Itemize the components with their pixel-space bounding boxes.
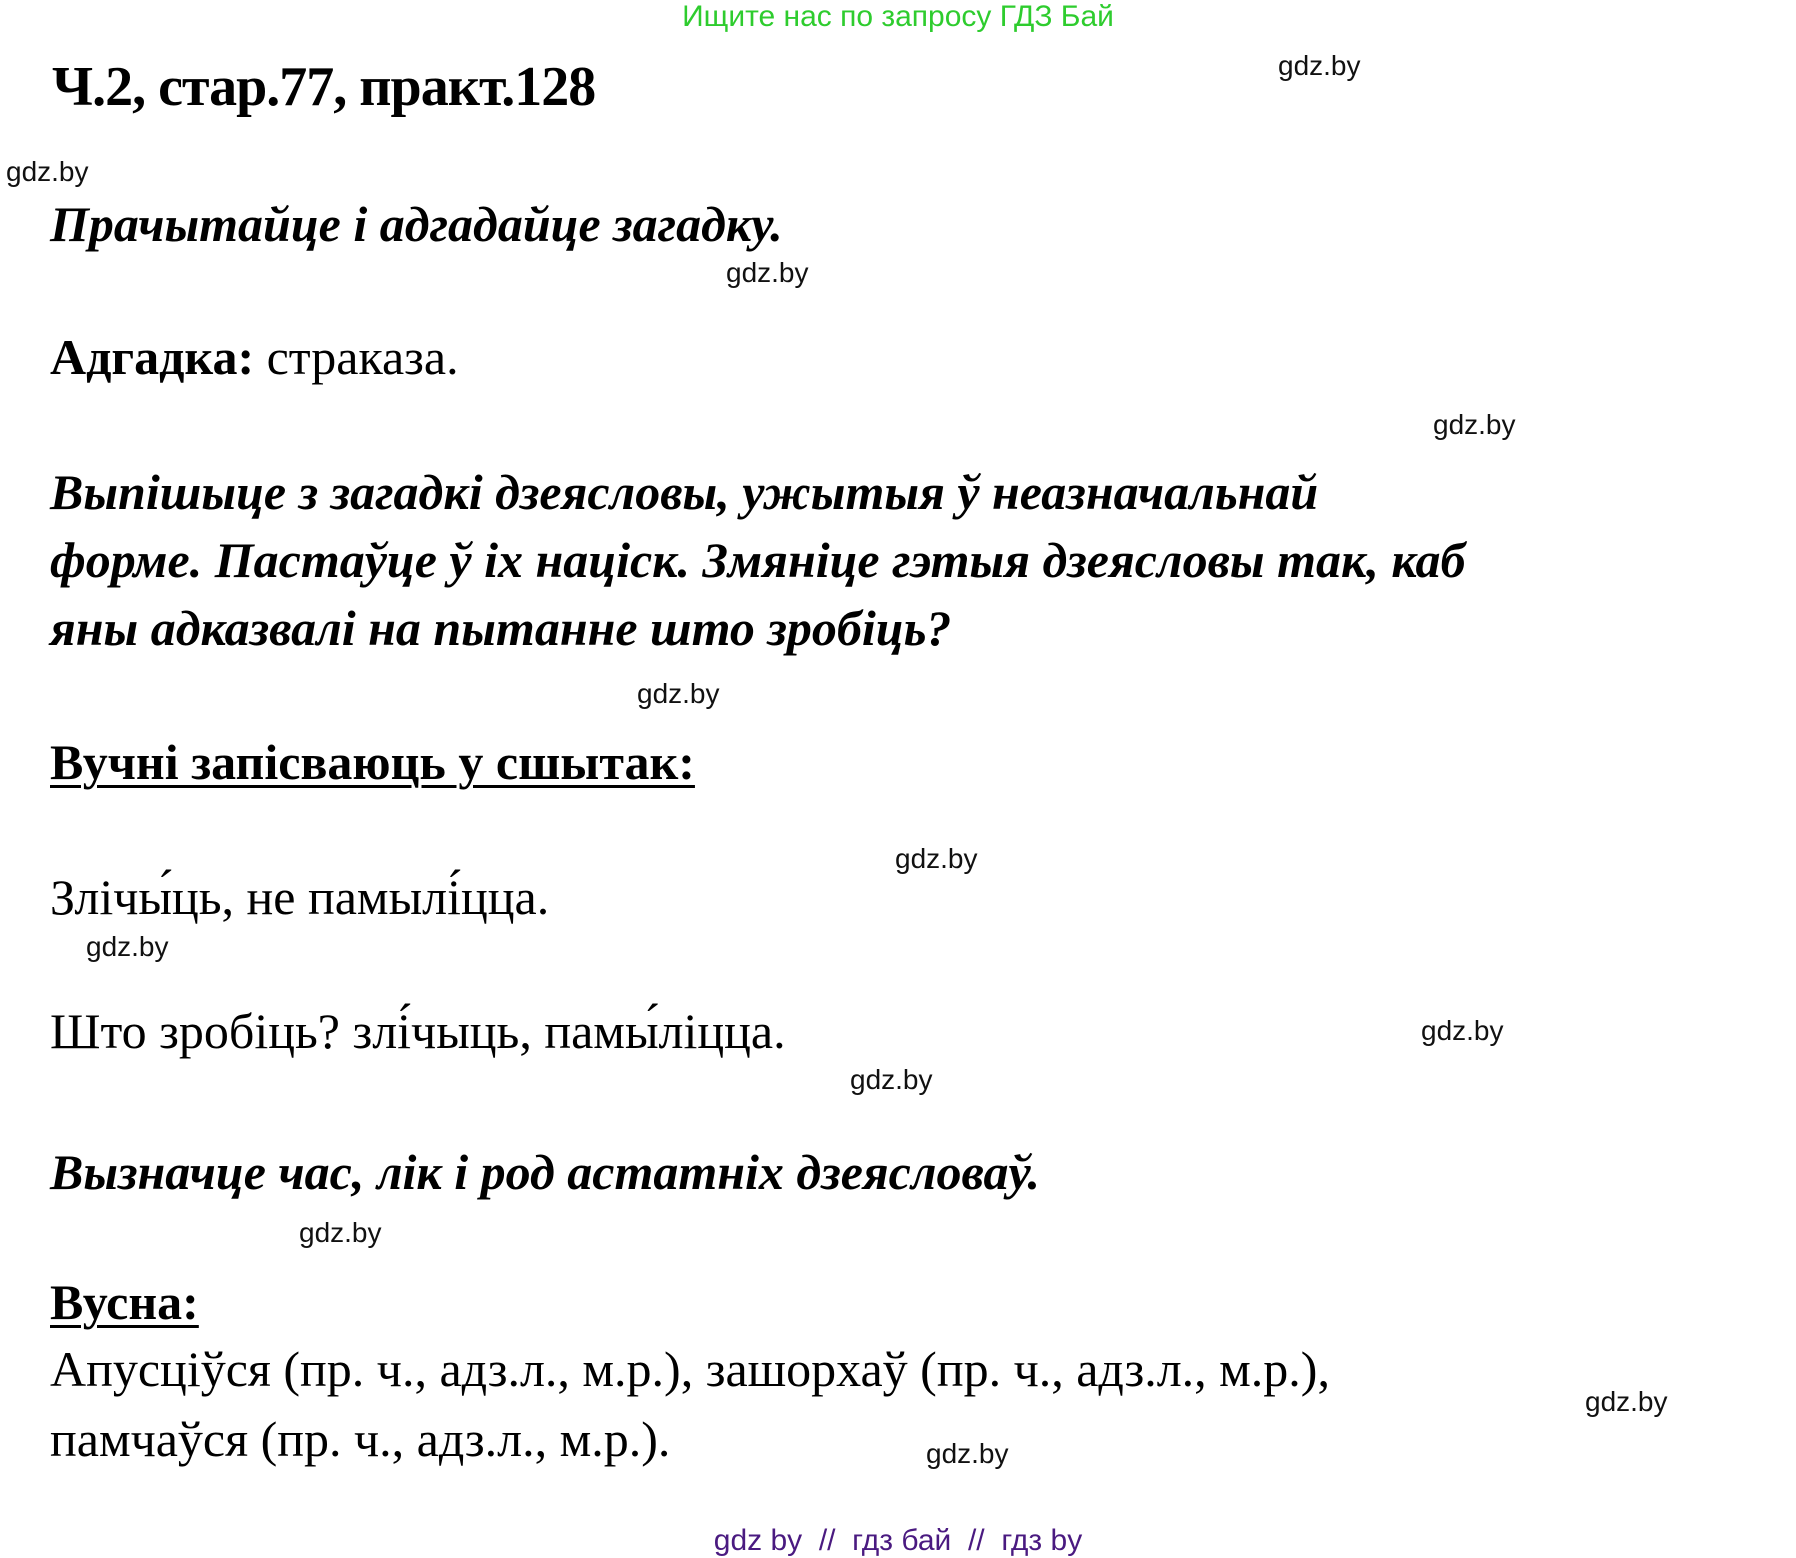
watermark: gdz.by	[1433, 409, 1516, 440]
watermark: gdz.by	[637, 678, 720, 709]
watermark: gdz.by	[895, 843, 978, 874]
answer-value: страказа.	[254, 329, 459, 385]
watermark: gdz.by	[299, 1217, 382, 1248]
footer-links: gdz by // гдз бай // гдз by	[713, 1524, 1083, 1557]
task-instruction-2-line-3: яны адказвалі на пытанне што зробіць?	[50, 600, 952, 656]
task-instruction-3: Вызначце час, лік і род астатніх дзеясловаў.	[50, 1144, 1041, 1200]
watermark: gdz.by	[926, 1438, 1009, 1469]
oral-line-1: Апусціўся (пр. ч., адз.л., м.р.), зашорхаў (пр. ч., адз.л., м.р.),	[50, 1341, 1330, 1397]
answer-label: Адгадка:	[50, 329, 255, 385]
answer-line-2: Што зробіць? злі́чыць, памы́ліцца.	[50, 1003, 786, 1059]
watermark: gdz.by	[6, 156, 89, 187]
watermark: gdz.by	[726, 257, 809, 288]
oral-heading: Вусна:	[50, 1274, 199, 1330]
search-banner: Ищите нас по запросу ГДЗ Бай	[682, 0, 1114, 33]
task-instruction-2-line-2: форме. Пастаўце ў іх націск. Змяніце гэтыя дзеясловы так, каб	[50, 532, 1466, 588]
oral-line-2: памчаўся (пр. ч., адз.л., м.р.).	[50, 1411, 671, 1467]
watermark: gdz.by	[1278, 50, 1361, 81]
watermark: gdz.by	[86, 931, 169, 962]
watermark: gdz.by	[1421, 1015, 1504, 1046]
answer-line-1: Злічы́ць, не памылі́цца.	[50, 869, 550, 925]
task-instruction-1: Прачытайце і адгадайце загадку.	[50, 196, 783, 252]
watermark: gdz.by	[1585, 1386, 1668, 1417]
page-title: Ч.2, стар.77, практ.128	[52, 56, 596, 118]
task-instruction-2-line-1: Выпішыце з загадкі дзеясловы, ужытыя ў неазначальнай	[50, 464, 1319, 520]
watermark: gdz.by	[850, 1064, 933, 1095]
answer-line	[50, 328, 459, 386]
notebook-heading: Вучні запісваюць у сшытак:	[50, 734, 695, 790]
